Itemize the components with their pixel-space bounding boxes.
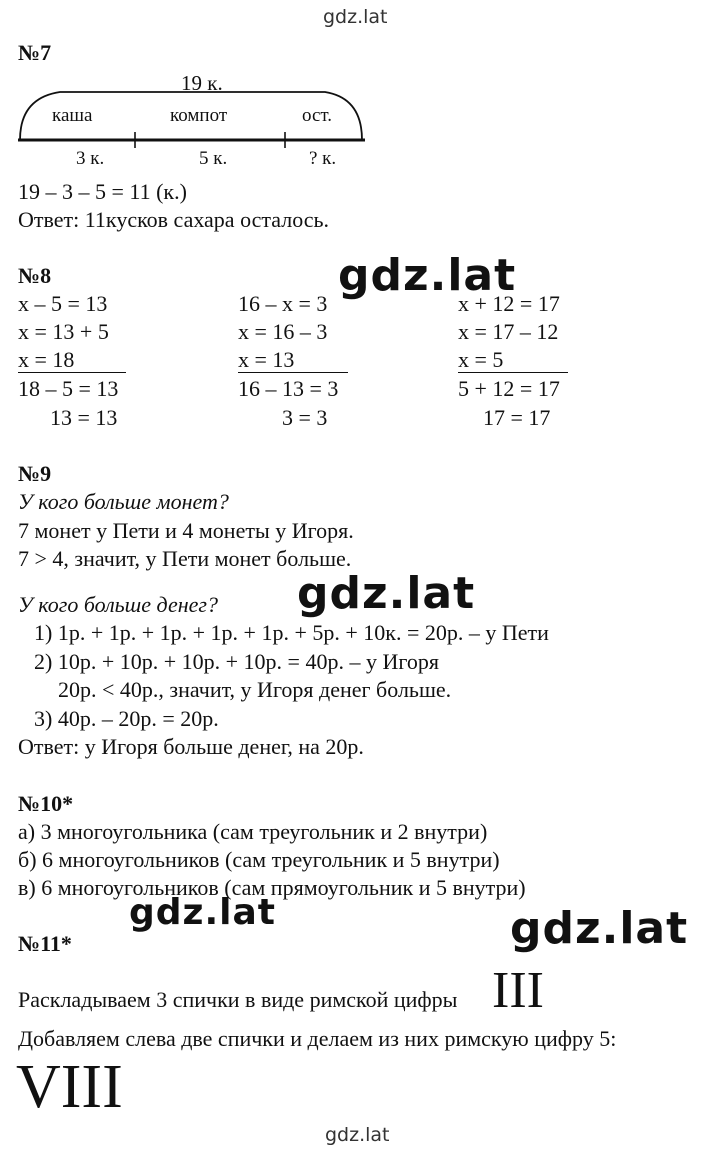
task-9-line-1: 7 монет у Пети и 4 монеты у Игоря.	[18, 518, 354, 543]
task-11-line-2: Добавляем слева две спички и делаем из них римскую цифру 5:	[18, 1026, 617, 1051]
eq2-line1: 16 – x = 3	[238, 291, 328, 316]
eq2-check: 16 – 13 = 3	[238, 376, 339, 401]
task-10-item-c: в) 6 многоугольников (сам прямоугольник и 5 внутри)	[18, 875, 526, 900]
segment-label-kompot: компот	[170, 105, 228, 126]
eq1-result: x = 18	[18, 347, 75, 372]
task-10-item-b: б) 6 многоугольников (сам треугольник и 5 внутри)	[18, 847, 500, 872]
watermark: gdz.lat	[297, 568, 476, 619]
eq2-line2: x = 16 – 3	[238, 319, 328, 344]
eq1-line2: x = 13 + 5	[18, 319, 109, 344]
watermark: gdz.lat	[510, 903, 689, 954]
task-11-heading: №11*	[18, 931, 72, 956]
length-label-1: 3 к.	[76, 148, 105, 169]
length-label-3: ? к.	[309, 148, 337, 169]
length-label-2: 5 к.	[199, 148, 228, 169]
watermark-top: gdz.lat	[323, 6, 388, 28]
eq1-check-result: 13 = 13	[50, 405, 118, 430]
task-8-heading: №8	[18, 263, 52, 288]
task-9-step-1: 1) 1р. + 1р. + 1р. + 1р. + 1р. + 5р. + 10к. = 20р. – у Пети	[34, 620, 549, 645]
task-7-heading: №7	[18, 40, 52, 65]
task-9-step-3: 3) 40р. – 20р. = 20р.	[34, 706, 219, 731]
segment-label-kasha: каша	[52, 105, 93, 126]
task-9-answer: Ответ: у Игоря больше денег, на 20р.	[18, 734, 364, 759]
total-label: 19 к.	[181, 71, 223, 95]
eq2-result: x = 13	[238, 347, 295, 372]
eq3-check-result: 17 = 17	[483, 405, 551, 430]
task-11-line-1: Раскладываем 3 спички в виде римской цифры	[18, 987, 458, 1012]
eq3-line1: x + 12 = 17	[458, 291, 560, 316]
task-9-question-1: У кого больше монет?	[18, 489, 229, 514]
segment-label-ost: ост.	[302, 105, 333, 126]
watermark-bottom: gdz.lat	[325, 1124, 390, 1146]
task-10-heading: №10*	[18, 791, 74, 816]
watermark: gdz.lat	[338, 250, 517, 301]
eq3-line2: x = 17 – 12	[458, 319, 559, 344]
task-10-item-a: а) 3 многоугольника (сам треугольник и 2 внутри)	[18, 819, 488, 844]
eq2-underline	[238, 372, 348, 373]
eq2-check-result: 3 = 3	[282, 405, 328, 430]
roman-numeral-eight: VIII	[16, 1053, 123, 1121]
watermark: gdz.lat	[129, 892, 277, 933]
task-7-solution: 19 – 3 – 5 = 11 (к.)	[18, 179, 187, 204]
task-9-step-2-conclusion: 20р. < 40р., значит, у Игоря денег больше.	[58, 677, 452, 702]
task-9-step-2: 2) 10р. + 10р. + 10р. + 10р. = 40р. – у Игоря	[34, 649, 439, 674]
eq3-check: 5 + 12 = 17	[458, 376, 560, 401]
task-7-answer: Ответ: 11кусков сахара осталось.	[18, 207, 330, 232]
eq3-underline	[458, 372, 568, 373]
eq1-check: 18 – 5 = 13	[18, 376, 119, 401]
eq1-line1: x – 5 = 13	[18, 291, 108, 316]
task-9-line-2: 7 > 4, значит, у Пети монет больше.	[18, 546, 352, 571]
eq3-result: x = 5	[458, 347, 504, 372]
eq1-underline	[18, 372, 126, 373]
task-9-heading: №9	[18, 461, 52, 486]
roman-numeral-three: III	[492, 962, 544, 1019]
task-9-question-2: У кого больше денег?	[18, 592, 218, 617]
